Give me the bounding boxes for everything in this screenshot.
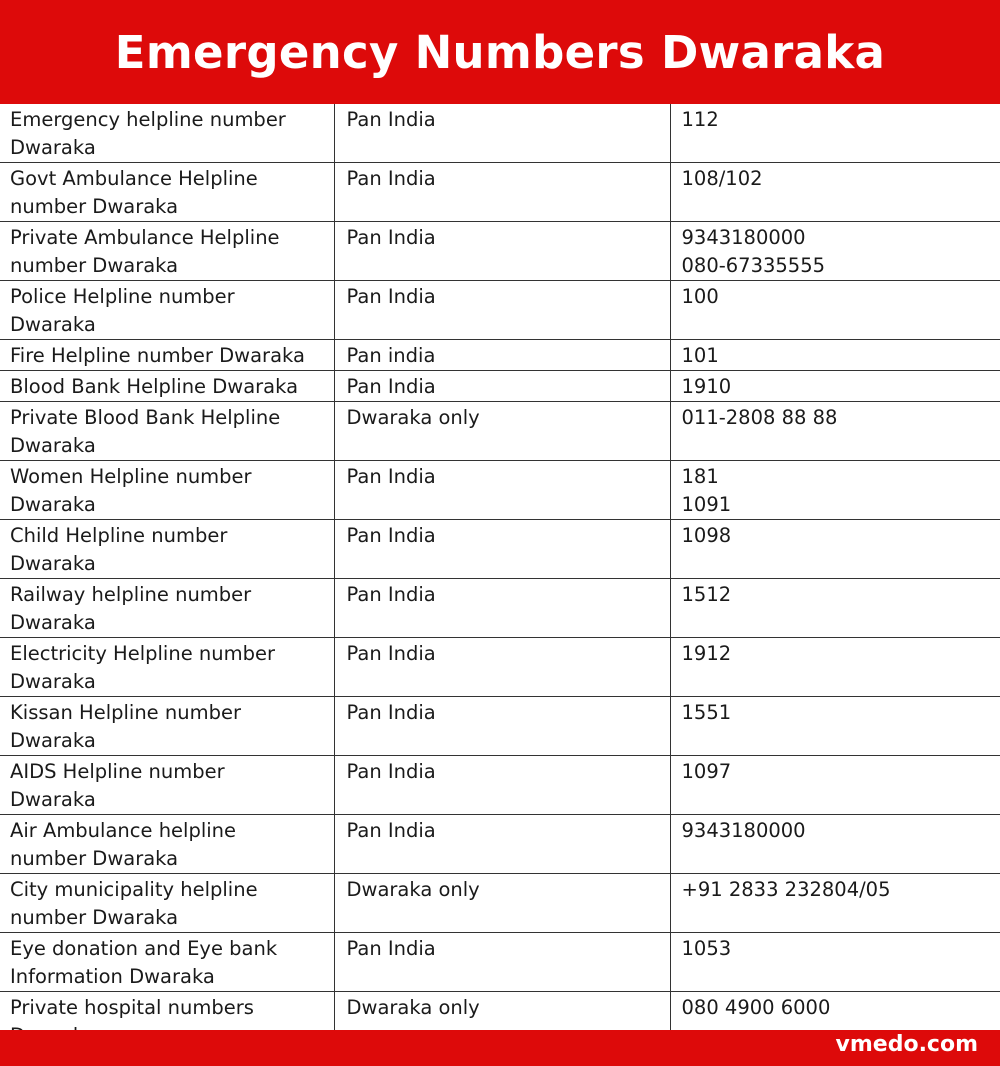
- service-name-line: Fire Helpline number Dwaraka: [10, 344, 305, 367]
- service-name-line: AIDS Helpline number: [10, 760, 225, 783]
- phone-number[interactable]: 080 4900 6000: [681, 996, 831, 1019]
- scope-cell: [334, 815, 670, 874]
- service-cell: [0, 222, 334, 281]
- service-name-line: Dwaraka: [10, 434, 96, 457]
- number-cell: [670, 281, 1000, 340]
- service-name-line: Dwaraka: [10, 670, 96, 693]
- table-row: [0, 933, 1000, 992]
- phone-number[interactable]: 181: [681, 465, 719, 488]
- service-name-line: Electricity Helpline number: [10, 642, 276, 665]
- service-cell: [0, 756, 334, 815]
- service-name-line: Dwaraka: [10, 313, 96, 336]
- coverage-scope: Pan India: [346, 760, 436, 783]
- service-name-line: Govt Ambulance Helpline: [10, 167, 258, 190]
- service-cell: [0, 520, 334, 579]
- phone-number[interactable]: 1097: [681, 760, 732, 783]
- service-name-line: number Dwaraka: [10, 254, 179, 277]
- service-cell: [0, 461, 334, 520]
- number-cell: [670, 756, 1000, 815]
- coverage-scope: Pan India: [346, 108, 436, 131]
- service-name-line: Dwaraka: [10, 729, 96, 752]
- coverage-scope: Pan India: [346, 375, 436, 398]
- service-cell: [0, 874, 334, 933]
- scope-cell: [334, 638, 670, 697]
- brand-link[interactable]: vmedo.com: [835, 1032, 978, 1057]
- phone-number[interactable]: 1091: [681, 493, 732, 516]
- number-cell: [670, 340, 1000, 371]
- service-cell: [0, 340, 334, 371]
- coverage-scope: Dwaraka only: [346, 878, 480, 901]
- phone-number[interactable]: 101: [681, 344, 719, 367]
- service-name-line: number Dwaraka: [10, 906, 179, 929]
- scope-cell: [334, 697, 670, 756]
- number-cell: [670, 371, 1000, 402]
- service-cell: [0, 163, 334, 222]
- emergency-numbers-table: [0, 104, 1000, 1051]
- phone-number[interactable]: 1912: [681, 642, 732, 665]
- scope-cell: [334, 340, 670, 371]
- service-name-line: Dwaraka: [10, 552, 96, 575]
- service-name-line: Child Helpline number: [10, 524, 228, 547]
- number-cell: [670, 222, 1000, 281]
- coverage-scope: Pan India: [346, 701, 436, 724]
- service-name-line: Railway helpline number: [10, 583, 252, 606]
- coverage-scope: Dwaraka only: [346, 406, 480, 429]
- phone-number[interactable]: +91 2833 232804/05: [681, 878, 891, 901]
- service-name-line: Private Blood Bank Helpline: [10, 406, 281, 429]
- service-name-line: number Dwaraka: [10, 195, 179, 218]
- phone-number[interactable]: 9343180000: [681, 819, 806, 842]
- scope-cell: [334, 281, 670, 340]
- service-name-line: Private hospital numbers: [10, 996, 254, 1019]
- table-row: [0, 520, 1000, 579]
- scope-cell: [334, 520, 670, 579]
- table-row: [0, 402, 1000, 461]
- phone-number[interactable]: 1512: [681, 583, 732, 606]
- service-cell: [0, 579, 334, 638]
- table-row: [0, 579, 1000, 638]
- coverage-scope: Pan india: [346, 344, 436, 367]
- phone-number[interactable]: 1053: [681, 937, 732, 960]
- emergency-numbers-table-container: [0, 104, 1000, 1051]
- scope-cell: [334, 874, 670, 933]
- service-name-line: Dwaraka: [10, 611, 96, 634]
- page-title: Emergency Numbers Dwaraka: [114, 25, 886, 79]
- number-cell: [670, 104, 1000, 163]
- table-row: [0, 697, 1000, 756]
- number-cell: [670, 461, 1000, 520]
- number-cell: [670, 815, 1000, 874]
- service-name-line: Eye donation and Eye bank: [10, 937, 278, 960]
- phone-number[interactable]: 112: [681, 108, 719, 131]
- table-row: [0, 874, 1000, 933]
- coverage-scope: Pan India: [346, 524, 436, 547]
- phone-number[interactable]: 108/102: [681, 167, 763, 190]
- scope-cell: [334, 402, 670, 461]
- phone-number[interactable]: 9343180000: [681, 226, 806, 249]
- service-name-line: Information Dwaraka: [10, 965, 215, 988]
- service-name-line: Dwaraka: [10, 136, 96, 159]
- coverage-scope: Pan India: [346, 226, 436, 249]
- service-cell: [0, 371, 334, 402]
- phone-number[interactable]: 100: [681, 285, 719, 308]
- phone-number[interactable]: 011-2808 88 88: [681, 406, 838, 429]
- scope-cell: [334, 579, 670, 638]
- scope-cell: [334, 461, 670, 520]
- title-banner: [0, 0, 1000, 104]
- table-row: [0, 756, 1000, 815]
- phone-number[interactable]: 080-67335555: [681, 254, 826, 277]
- coverage-scope: Pan India: [346, 167, 436, 190]
- service-name-line: Air Ambulance helpline: [10, 819, 237, 842]
- service-name-line: Kissan Helpline number: [10, 701, 241, 724]
- table-row: [0, 163, 1000, 222]
- service-name-line: Dwaraka: [10, 788, 96, 811]
- service-cell: [0, 402, 334, 461]
- coverage-scope: Pan India: [346, 285, 436, 308]
- table-body: [0, 104, 1000, 1051]
- coverage-scope: Pan India: [346, 819, 436, 842]
- table-row: [0, 222, 1000, 281]
- service-cell: [0, 638, 334, 697]
- scope-cell: [334, 163, 670, 222]
- scope-cell: [334, 222, 670, 281]
- number-cell: [670, 579, 1000, 638]
- phone-number[interactable]: 1098: [681, 524, 732, 547]
- coverage-scope: Pan India: [346, 937, 436, 960]
- table-row: [0, 340, 1000, 371]
- service-name-line: Private Ambulance Helpline: [10, 226, 280, 249]
- service-name-line: number Dwaraka: [10, 847, 179, 870]
- service-name-line: Police Helpline number: [10, 285, 235, 308]
- service-name-line: Emergency helpline number: [10, 108, 286, 131]
- service-name-line: City municipality helpline: [10, 878, 258, 901]
- number-cell: [670, 697, 1000, 756]
- table-row: [0, 281, 1000, 340]
- number-cell: [670, 402, 1000, 461]
- coverage-scope: Pan India: [346, 583, 436, 606]
- service-name-line: Blood Bank Helpline Dwaraka: [10, 375, 299, 398]
- coverage-scope: Pan India: [346, 642, 436, 665]
- service-cell: [0, 281, 334, 340]
- number-cell: [670, 933, 1000, 992]
- number-cell: [670, 874, 1000, 933]
- table-row: [0, 815, 1000, 874]
- number-cell: [670, 638, 1000, 697]
- scope-cell: [334, 371, 670, 402]
- service-cell: [0, 815, 334, 874]
- service-cell: [0, 104, 334, 163]
- table-row: [0, 461, 1000, 520]
- coverage-scope: Dwaraka only: [346, 996, 480, 1019]
- table-row: [0, 104, 1000, 163]
- table-row: [0, 638, 1000, 697]
- service-cell: [0, 697, 334, 756]
- number-cell: [670, 163, 1000, 222]
- phone-number[interactable]: 1551: [681, 701, 732, 724]
- scope-cell: [334, 756, 670, 815]
- table-row: [0, 371, 1000, 402]
- service-cell: [0, 933, 334, 992]
- coverage-scope: Pan India: [346, 465, 436, 488]
- service-name-line: Women Helpline number: [10, 465, 252, 488]
- service-name-line: Dwaraka: [10, 493, 96, 516]
- scope-cell: [334, 104, 670, 163]
- footer-banner: [0, 1030, 1000, 1066]
- scope-cell: [334, 933, 670, 992]
- number-cell: [670, 520, 1000, 579]
- phone-number[interactable]: 1910: [681, 375, 732, 398]
